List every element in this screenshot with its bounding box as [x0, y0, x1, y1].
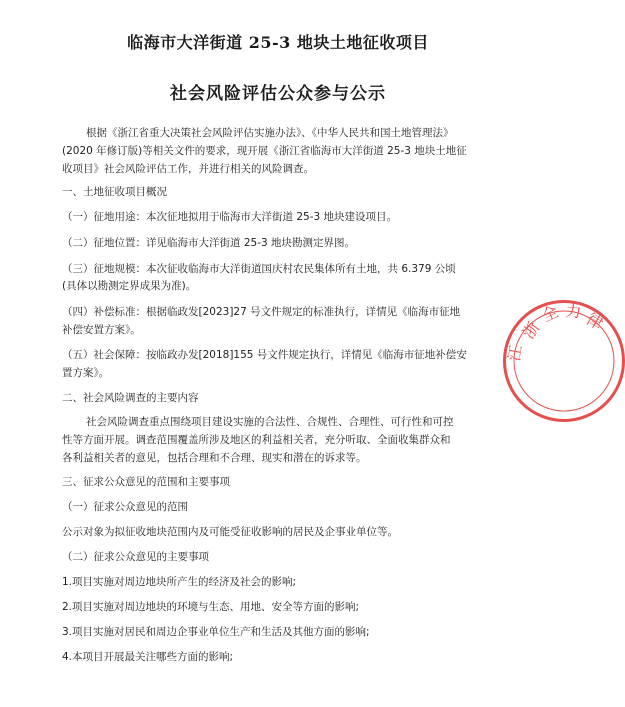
section-heading: 一、土地征收项目概况 [62, 186, 167, 198]
paragraph-line: 性等方面开展。调查范围覆盖所涉及地区的利益相关者，充分听取、全面收集群众和 [62, 434, 451, 446]
list-item: 4.本项目开展最关注哪些方面的影响; [62, 651, 234, 663]
paragraph-line: 收项目》社会风险评估工作，并进行相关的风险调查。 [62, 163, 314, 175]
paragraph-line: （一）征地用途：本次征地拟用于临海市大洋街道 25-3 地块建设项目。 [62, 211, 398, 223]
svg-text:江: 江 [504, 343, 526, 363]
red-seal-stamp [503, 300, 625, 422]
seal-graphic [503, 300, 625, 422]
paragraph-line: (2020 年修订版)等相关文件的要求，现开展《浙江省临海市大洋街道 25-3 地块土地征 [62, 145, 467, 157]
list-item: 1.项目实施对周边地块所产生的经济及社会的影响; [62, 576, 297, 588]
paragraph-line: 社会风险调查重点围绕项目建设实施的合法性、合规性、合理性、可行性和可控 [86, 416, 454, 428]
paragraph-line: （二）征求公众意见的主要事项 [62, 551, 209, 563]
list-item: 2.项目实施对周边地块的环境与生态、用地、安全等方面的影响; [62, 601, 360, 613]
paragraph-line: 根据《浙江省重大决策社会风险评估实施办法》、《中华人民共和国土地管理法》 [86, 127, 454, 139]
paragraph-line: 补偿安置方案》。 [62, 324, 141, 336]
paragraph-line: (具体以勘测定界成果为准)。 [62, 280, 197, 292]
section-heading: 二、社会风险调查的主要内容 [62, 392, 199, 404]
paragraph-line: （五）社会保障：按临政办发[2018]155 号文件规定执行，详情见《临海市征地补偿安 [62, 349, 467, 361]
document-subtitle: 社会风险评估公众参与公示 [170, 84, 386, 104]
paragraph-line: （一）征求公众意见的范围 [62, 501, 188, 513]
paragraph-line: （三）征地规模：本次征收临海市大洋街道国庆村农民集体所有土地，共 6.379 公顷 [62, 263, 456, 275]
svg-text:律: 律 [583, 309, 607, 334]
list-item: 3.项目实施对居民和周边企事业单位生产和生活及其他方面的影响; [62, 626, 370, 638]
section-heading: 三、征求公众意见的范围和主要事项 [62, 476, 230, 488]
paragraph-line: 置方案》。 [62, 367, 110, 379]
document-title: 临海市大洋街道 25-3 地块土地征收项目 [127, 33, 429, 52]
paragraph-line: 各利益相关者的意见，包括合理和不合理、现实和潜在的诉求等。 [62, 452, 367, 464]
svg-text:浙: 浙 [518, 318, 544, 343]
paragraph-line: （四）补偿标准：根据临政发[2023]27 号文件规定的标准执行，详情见《临海市征地 [62, 306, 461, 318]
paragraph-line: 公示对象为拟征收地块范围内及可能受征收影响的居民及企事业单位等。 [62, 526, 398, 538]
svg-text:全: 全 [538, 301, 562, 326]
svg-text:力: 力 [564, 301, 583, 322]
paragraph-line: （二）征地位置：详见临海市大洋街道 25-3 地块勘测定界图。 [62, 237, 356, 249]
